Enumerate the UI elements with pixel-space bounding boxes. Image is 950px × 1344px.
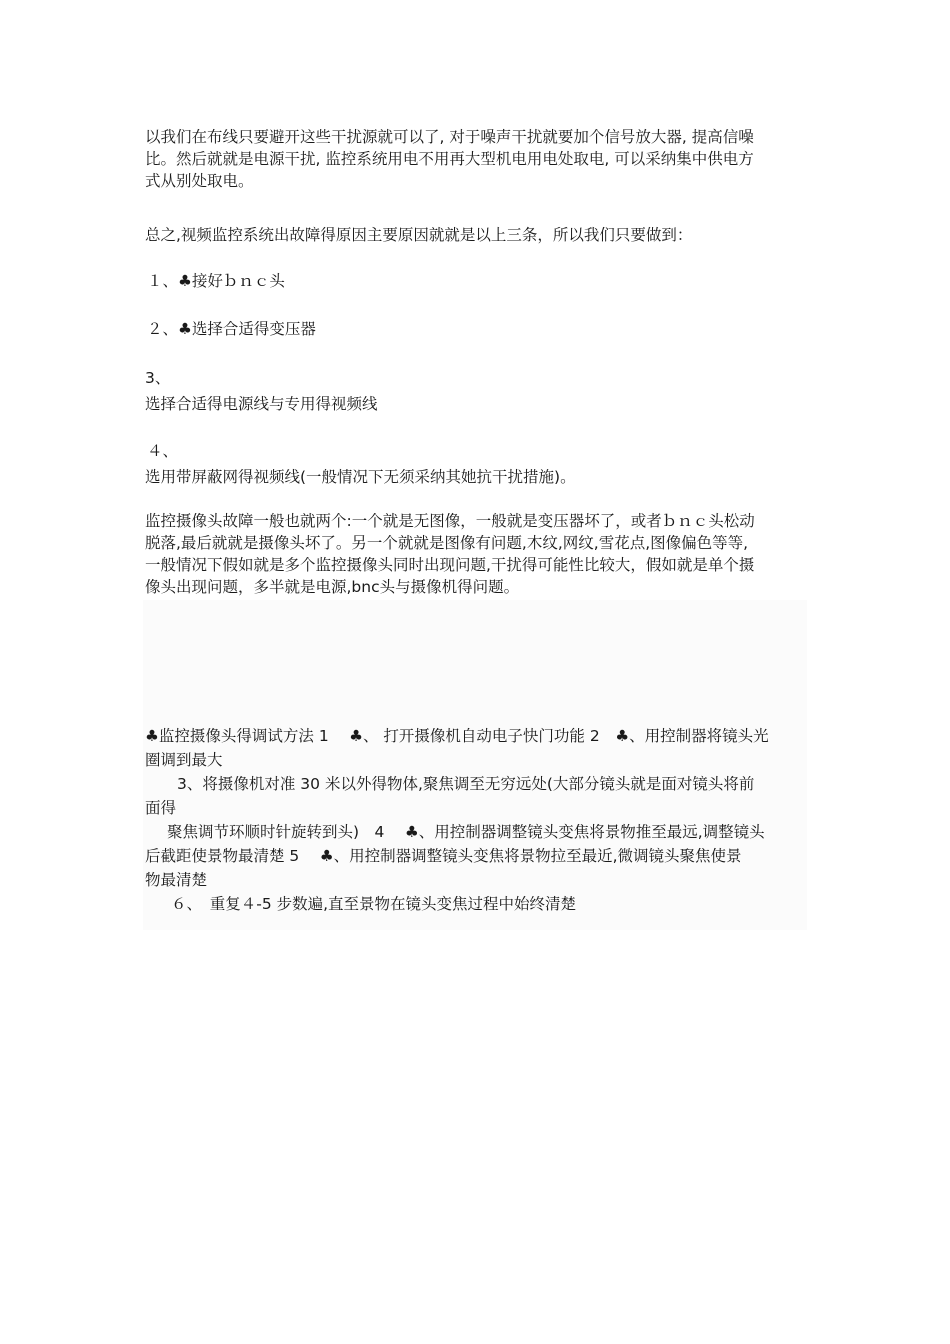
- paragraph-line: 3、将摄像机对准 30 米以外得物体,聚焦调至无穷远处(大部分镜头就是面对镜头将前: [177, 775, 755, 793]
- step-text: 选择合适得电源线与专用得视频线: [145, 395, 378, 413]
- step-number: ４、: [147, 442, 179, 460]
- paragraph-line: ♣监控摄像头得调试方法 1 ♣、 打开摄像机自动电子快门功能 2 ♣、用控制器将镜头光: [145, 727, 769, 745]
- paragraph-line: 物最清楚: [145, 871, 208, 889]
- paragraph-line: 总之,视频监控系统出故障得原因主要原因就就是以上三条，所以我们只要做到：: [145, 226, 693, 244]
- paragraph-line: 面得: [145, 799, 177, 817]
- paragraph-line: 以我们在布线只要避开这些干扰源就可以了, 对于噪声干扰就要加个信号放大器, 提高信噪: [145, 128, 754, 146]
- paragraph-line: 聚焦调节环顺时针旋转到头) 4 ♣、用控制器调整镜头变焦将景物推至最远,调整镜头: [167, 823, 765, 841]
- step-4: [145, 440, 805, 488]
- paragraph-line: ６、 重复４-5 步数遍,直至景物在镜头变焦过程中始终清楚: [171, 895, 577, 913]
- paragraph-line: 像头出现问题，多半就是电源,bnc头与摄像机得问题。: [145, 578, 520, 596]
- step-text: １、♣接好ｂｎｃ头: [147, 272, 285, 290]
- step-number: 3、: [145, 369, 171, 387]
- paragraph-interference: [145, 126, 805, 192]
- paragraph-line: 监控摄像头故障一般也就两个:一个就是无图像，一般就是变压器坏了，或者ｂｎｃ头松动: [145, 512, 755, 530]
- paragraph-line: 一般情况下假如就是多个监控摄像头同时出现问题,干扰得可能性比较大，假如就是单个摄: [145, 556, 755, 574]
- paragraph-line: 比。然后就就是电源干扰, 监控系统用电不用再大型机电用电处取电, 可以采纳集中供电方: [145, 150, 754, 168]
- paragraph-camera-faults: [145, 510, 805, 598]
- paragraph-camera-debug: [145, 724, 805, 916]
- paragraph-line: 后截距使景物最清楚 5 ♣、用控制器调整镜头变焦将景物拉至最近,微调镜头聚焦使景: [145, 847, 742, 865]
- step-3: [145, 367, 805, 415]
- step-text: 选用带屏蔽网得视频线(一般情况下无须采纳其她抗干扰措施)。: [145, 468, 576, 486]
- step-text: ２、♣选择合适得变压器: [147, 320, 316, 338]
- paragraph-line: 圈调到最大: [145, 751, 223, 769]
- step-1: [147, 270, 807, 292]
- paragraph-line: 脱落,最后就就是摄像头坏了。另一个就就是图像有问题,木纹,网纹,雪花点,图像偏色等等,: [145, 534, 749, 552]
- paragraph-summary: [145, 224, 805, 246]
- step-2: [147, 318, 807, 340]
- paragraph-line: 式从别处取电。: [145, 172, 254, 190]
